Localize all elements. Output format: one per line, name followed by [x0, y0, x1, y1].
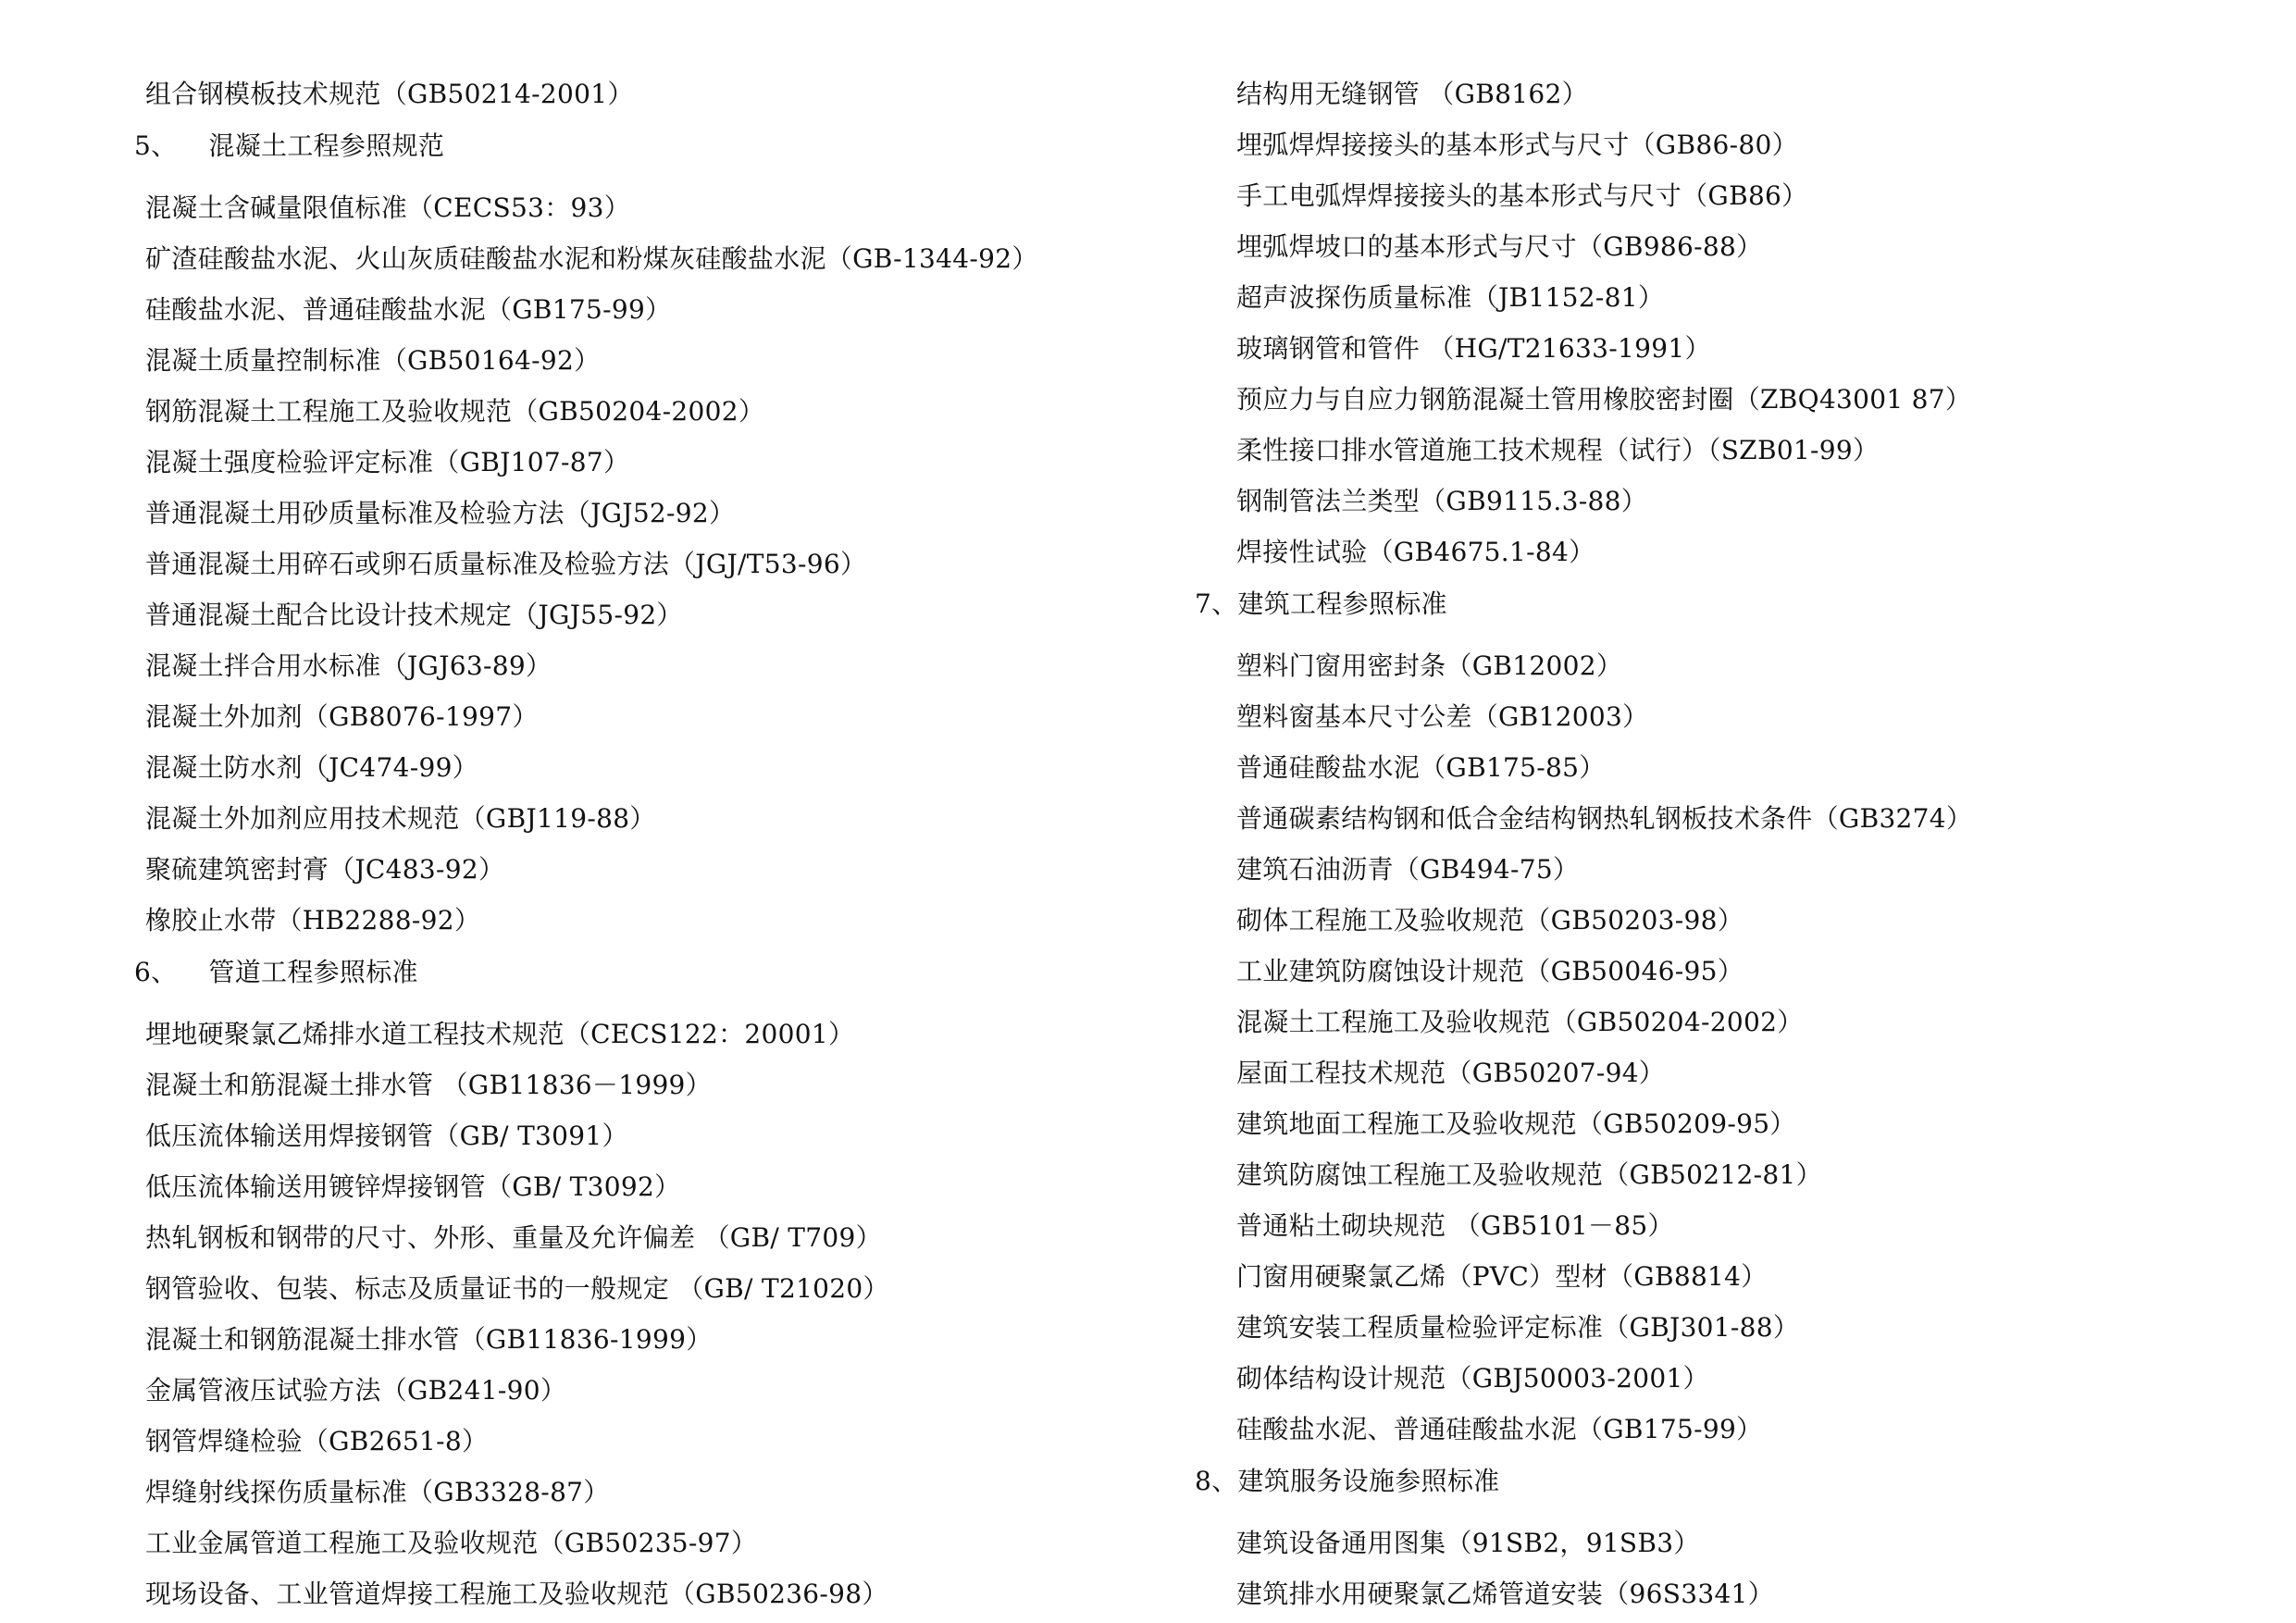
standard-item: 矿渣硅酸盐水泥、火山灰质硅酸盐水泥和粉煤灰硅酸盐水泥（GB-1344-92）: [145, 243, 1038, 274]
standard-item: 普通混凝土用碎石或卵石质量标准及检验方法（JGJ/T53-96）: [145, 549, 867, 579]
standard-item: 建筑防腐蚀工程施工及验收规范（GB50212-81）: [1236, 1159, 1822, 1190]
section-title: 管道工程参照标准: [208, 957, 418, 987]
standard-item: 普通混凝土用砂质量标准及检验方法（JGJ52-92）: [145, 498, 736, 528]
standard-item: 埋弧焊坡口的基本形式与尺寸（GB986-88）: [1236, 231, 1763, 262]
standard-item: 低压流体输送用镀锌焊接钢管（GB/ T3092）: [145, 1171, 681, 1202]
standard-item: 焊缝射线探伤质量标准（GB3328-87）: [145, 1477, 610, 1507]
standard-item: 混凝土质量控制标准（GB50164-92）: [145, 345, 601, 376]
standard-item: 玻璃钢管和管件 （HG/T21633-1991）: [1236, 333, 1711, 364]
standard-item: 塑料门窗用密封条（GB12002）: [1236, 650, 1623, 681]
standard-item: 普通硅酸盐水泥（GB175-85）: [1236, 752, 1606, 783]
standard-item: 手工电弧焊焊接接头的基本形式与尺寸（GB86）: [1236, 180, 1808, 211]
section-heading-6: [134, 946, 1171, 1009]
standard-item: 混凝土和钢筋混凝土排水管（GB11836-1999）: [145, 1324, 713, 1355]
standard-item: 普通混凝土配合比设计技术规定（JGJ55-92）: [145, 600, 683, 630]
standard-item: 混凝土强度检验评定标准（GBJ107-87）: [145, 447, 630, 477]
standard-item: 热轧钢板和钢带的尺寸、外形、重量及允许偏差 （GB/ T709）: [145, 1222, 882, 1253]
standard-item: 柔性接口排水管道施工技术规程（试行）（SZB01-99）: [1236, 435, 1880, 465]
standard-item: 混凝土防水剂（JC474-99）: [145, 752, 478, 783]
section-number: 7、: [1195, 588, 1238, 619]
standard-item: 屋面工程技术规范（GB50207-94）: [1236, 1058, 1666, 1088]
standard-item: 钢筋混凝土工程施工及验收规范（GB50204-2002）: [145, 396, 765, 427]
standard-item: 普通粘土砌块规范 （GB5101－85）: [1236, 1210, 1674, 1241]
section-heading-5: [134, 119, 1171, 182]
standard-item: 建筑排水用硬聚氯乙烯管道安装（96S3341）: [1236, 1579, 1774, 1609]
standard-item: 埋地硬聚氯乙烯排水道工程技术规范（CECS122：20001）: [145, 1019, 855, 1049]
standard-item: 混凝土工程施工及验收规范（GB50204-2002）: [1236, 1007, 1804, 1037]
standard-item: 砌体结构设计规范（GBJ50003-2001）: [1236, 1363, 1709, 1394]
standard-item: 超声波探伤质量标准（JB1152-81）: [1236, 282, 1665, 313]
standard-item: 钢制管法兰类型（GB9115.3-88）: [1236, 486, 1648, 516]
section-number: 8、: [1195, 1466, 1238, 1496]
standard-item: 钢管验收、包装、标志及质量证书的一般规定 （GB/ T21020）: [145, 1273, 889, 1304]
standard-item: 硅酸盐水泥、普通硅酸盐水泥（GB175-99）: [145, 294, 672, 325]
standard-item: 塑料窗基本尺寸公差（GB12003）: [1236, 701, 1649, 732]
standard-item: 混凝土外加剂应用技术规范（GBJ119-88）: [145, 803, 656, 834]
standard-item: 混凝土和筋混凝土排水管 （GB11836－1999）: [145, 1070, 712, 1100]
standard-item: 埋弧焊焊接接头的基本形式与尺寸（GB86-80）: [1236, 130, 1798, 160]
standard-item: 工业金属管道工程施工及验收规范（GB50235-97）: [145, 1528, 758, 1558]
standard-item: 金属管液压试验方法（GB241-90）: [145, 1375, 567, 1406]
section-number: 5、: [134, 130, 178, 161]
standard-item: 钢管焊缝检验（GB2651-8）: [145, 1426, 489, 1456]
standard-item: 工业建筑防腐蚀设计规范（GB50046-95）: [1236, 956, 1744, 986]
standard-item: 混凝土拌合用水标准（JGJ63-89）: [145, 650, 552, 681]
standard-item: 低压流体输送用焊接钢管（GB/ T3091）: [145, 1121, 628, 1151]
section-number: 6、: [134, 957, 178, 987]
standard-item: 预应力与自应力钢筋混凝土管用橡胶密封圈（ZBQ43001 87）: [1236, 384, 1972, 415]
section-title: 建筑工程参照标准: [1237, 588, 1447, 619]
standard-item: 建筑地面工程施工及验收规范（GB50209-95）: [1236, 1109, 1796, 1139]
standard-item: 硅酸盐水泥、普通硅酸盐水泥（GB175-99）: [1236, 1414, 1763, 1444]
standard-item: 焊接性试验（GB4675.1-84）: [1236, 537, 1595, 567]
standard-item: 普通碳素结构钢和低合金结构钢热轧钢板技术条件（GB3274）: [1236, 803, 1973, 834]
left-column: [134, 68, 1171, 1619]
standard-item: 结构用无缝钢管 （GB8162）: [1236, 79, 1588, 109]
standard-item: 聚硫建筑密封膏（JC483-92）: [145, 854, 505, 885]
standard-item: 建筑石油沥青（GB494-75）: [1236, 854, 1580, 885]
standard-item: 现场设备、工业管道焊接工程施工及验收规范（GB50236-98）: [145, 1579, 888, 1609]
standard-item: 组合钢模板技术规范（GB50214-2001）: [145, 79, 634, 109]
section-heading-8: [1195, 1455, 2259, 1518]
standard-item: 门窗用硬聚氯乙烯（PVC）型材（GB8814）: [1236, 1261, 1768, 1292]
section-title: 混凝土工程参照规范: [208, 130, 445, 161]
standard-item: 混凝土外加剂（GB8076-1997）: [145, 701, 539, 732]
standard-item: 混凝土含碱量限值标准（CECS53：93）: [145, 192, 631, 223]
section-title: 建筑服务设施参照标准: [1237, 1466, 1500, 1496]
standard-item: 建筑设备通用图集（91SB2，91SB3）: [1236, 1528, 1700, 1558]
standard-item: 橡胶止水带（HB2288-92）: [145, 905, 481, 935]
standard-item: 砌体工程施工及验收规范（GB50203-98）: [1236, 905, 1744, 935]
right-column: [1195, 68, 2259, 1619]
section-heading-7: [1195, 577, 2259, 640]
standard-item: 建筑安装工程质量检验评定标准（GBJ301-88）: [1236, 1312, 1800, 1343]
